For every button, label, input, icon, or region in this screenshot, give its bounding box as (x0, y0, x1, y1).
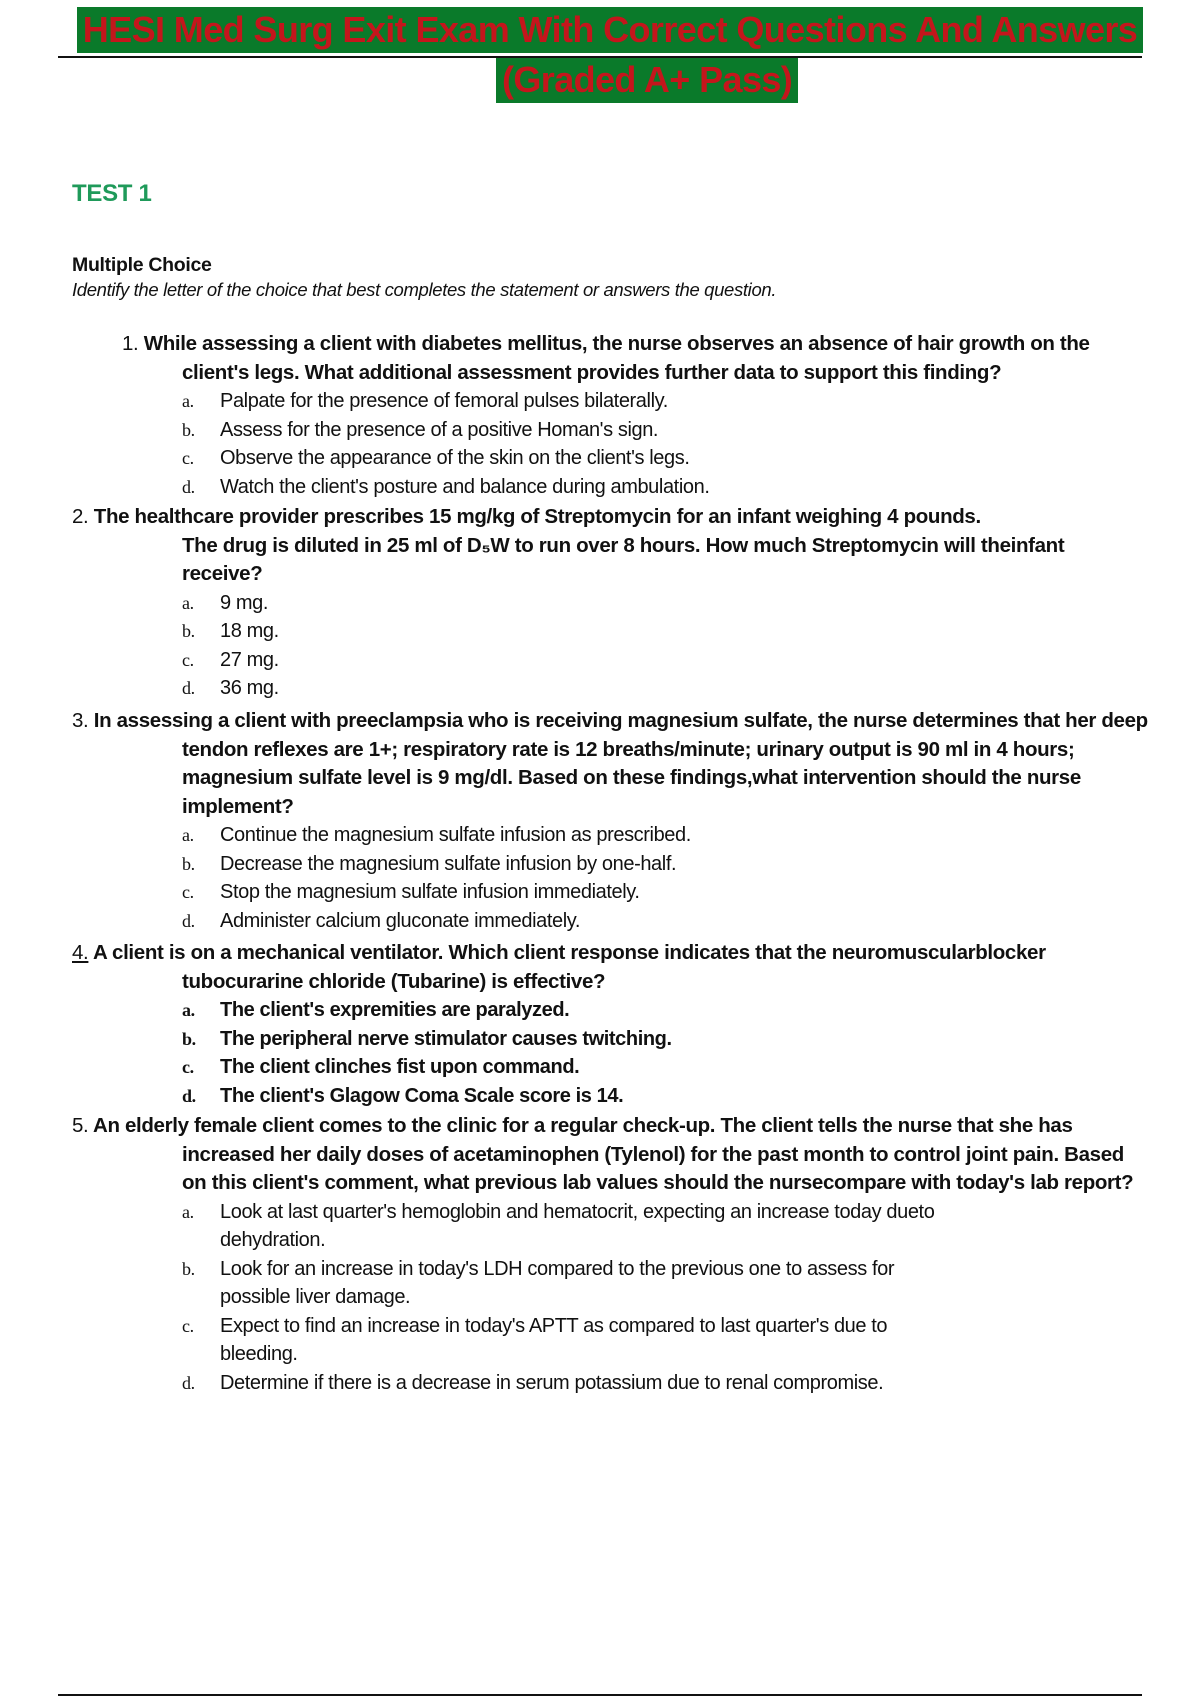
option-c[interactable] (72, 1312, 1133, 1369)
question-text-continued: on this client's comment, what previous lab values should the nursecompare with today's lab report? (182, 1171, 1134, 1194)
option-b[interactable] (72, 850, 1148, 879)
option-d[interactable] (72, 907, 1148, 936)
section-heading: Multiple Choice (72, 254, 212, 276)
options-list (72, 387, 1090, 501)
option-text: Assess for the presence of a positive Homan's sign. (220, 418, 659, 441)
question-2 (72, 503, 1064, 703)
question-text-continued: receive? (182, 562, 263, 585)
option-letter: d. (182, 910, 195, 931)
option-c[interactable] (72, 878, 1148, 907)
option-letter: b. (182, 853, 195, 874)
option-letter: a. (182, 825, 194, 845)
option-letter: c. (182, 448, 194, 468)
option-text: Palpate for the presence of femoral pulses bilaterally. (220, 390, 668, 412)
option-text-continued: bleeding. (220, 1343, 298, 1365)
option-text: 36 mg. (220, 677, 279, 699)
option-letter: d. (182, 476, 195, 497)
option-text: Watch the client's posture and balance during ambulation. (220, 475, 710, 498)
option-d[interactable] (72, 674, 1064, 703)
option-text: Look at last quarter's hemoglobin and hematocrit, expecting an increase today dueto (220, 1200, 935, 1223)
option-letter: b. (182, 419, 195, 440)
option-letter: b. (182, 1028, 196, 1049)
option-a[interactable] (72, 1198, 1133, 1255)
option-letter: d. (182, 678, 195, 698)
question-text: In assessing a client with preeclampsia who is receiving magnesium sulfate, the nurse determines that her deep (93, 709, 1148, 732)
question-number: 1. (122, 332, 139, 355)
footer-divider (58, 1694, 1142, 1696)
option-text: Continue the magnesium sulfate infusion as prescribed. (220, 824, 691, 846)
title-line-1 (74, 7, 1146, 53)
option-text: Look for an increase in today's LDH compared to the previous one to assess for (220, 1257, 895, 1280)
header-divider (58, 56, 1142, 58)
option-b[interactable] (72, 1025, 1046, 1054)
option-letter: a. (182, 1201, 194, 1222)
document-title (58, 5, 1142, 101)
option-c[interactable] (72, 646, 1064, 675)
option-text: Decrease the magnesium sulfate infusion by one-half. (220, 852, 677, 875)
title-line-1-text: HESI Med Surg Exit Exam With Correct Questions And Answers (77, 7, 1143, 53)
options-list (72, 996, 1046, 1110)
question-number: 4. (72, 941, 89, 964)
option-a[interactable] (72, 821, 1148, 850)
option-letter: a. (182, 1000, 195, 1020)
option-letter: c. (182, 649, 194, 670)
question-text: While assessing a client with diabetes mellitus, the nurse observes an absence of hair growth on the (143, 332, 1090, 355)
option-d[interactable] (72, 473, 1090, 502)
test-label: TEST 1 (72, 180, 152, 207)
option-letter: d. (182, 1085, 196, 1106)
option-b[interactable] (72, 1255, 1133, 1312)
option-letter: c. (182, 1057, 194, 1077)
option-text: Administer calcium gluconate immediately. (220, 909, 581, 932)
question-text: A client is on a mechanical ventilator. Which client response indicates that the neuromuscularblocker (93, 941, 1046, 964)
option-text: The client clinches fist upon command. (220, 1056, 580, 1078)
option-letter: c. (182, 1315, 194, 1336)
option-letter: a. (182, 592, 194, 613)
question-number: 5. (72, 1114, 89, 1137)
option-letter: a. (182, 391, 194, 411)
option-c[interactable] (72, 444, 1090, 473)
option-text-continued: possible liver damage. (220, 1286, 411, 1308)
question-5 (72, 1112, 1133, 1397)
option-c[interactable] (72, 1053, 1046, 1082)
option-letter: b. (182, 1258, 195, 1279)
option-text: Observe the appearance of the skin on the client's legs. (220, 447, 690, 469)
option-text: 9 mg. (220, 591, 269, 614)
question-text-continued: implement? (182, 794, 294, 818)
option-a[interactable] (72, 387, 1090, 416)
question-text-continued: client's legs. What additional assessment provides further data to support this finding? (182, 360, 1002, 384)
question-4 (72, 939, 1046, 1110)
option-d[interactable] (72, 1082, 1046, 1111)
option-text: The client's expremities are paralyzed. (220, 999, 570, 1021)
question-text-continued: tendon reflexes are 1+; respiratory rate is 12 breaths/minute; urinary output is 90 ml in 4 hours; (182, 737, 1075, 761)
option-letter: c. (182, 882, 194, 902)
option-letter: d. (182, 1372, 195, 1393)
options-list (72, 1198, 1133, 1398)
options-list (72, 589, 1064, 703)
option-a[interactable] (72, 996, 1046, 1025)
option-text: 18 mg. (220, 620, 279, 642)
option-letter: b. (182, 621, 195, 641)
question-text-continued: The drug is diluted in 25 ml of D₅W to run over 8 hours. How much Streptomycin will theinfant (182, 533, 1065, 557)
option-text: Determine if there is a decrease in serum potassium due to renal compromise. (220, 1371, 884, 1394)
options-list (72, 821, 1148, 935)
question-text-continued: tubocurarine chloride (Tubarine) is effective? (182, 969, 606, 993)
option-text: Stop the magnesium sulfate infusion immediately. (220, 881, 640, 903)
option-text: 27 mg. (220, 648, 279, 671)
option-d[interactable] (72, 1369, 1133, 1398)
question-3 (72, 707, 1148, 935)
option-text: The client's Glagow Coma Scale score is 14. (220, 1084, 624, 1107)
question-1 (122, 330, 1090, 501)
title-line-2 (496, 57, 798, 103)
option-b[interactable] (72, 617, 1064, 646)
option-b[interactable] (72, 416, 1090, 445)
question-number: 3. (72, 709, 89, 732)
option-text: Expect to find an increase in today's APTT as compared to last quarter's due to (220, 1314, 888, 1337)
question-text: The healthcare provider prescribes 15 mg/kg of Streptomycin for an infant weighing 4 pounds. (93, 505, 981, 528)
section-instructions: Identify the letter of the choice that best completes the statement or answers the question. (72, 279, 777, 300)
question-number: 2. (72, 505, 89, 528)
option-text: The peripheral nerve stimulator causes twitching. (220, 1027, 672, 1050)
option-text-continued: dehydration. (220, 1229, 326, 1251)
title-line-2-text: (Graded A+ Pass) (496, 57, 798, 103)
option-a[interactable] (72, 589, 1064, 618)
question-text-continued: magnesium sulfate level is 9 mg/dl. Based on these findings,what intervention should the nurse (182, 766, 1081, 789)
question-text: An elderly female client comes to the clinic for a regular check-up. The client tells the nurse that she has (93, 1114, 1073, 1137)
question-text-continued: increased her daily doses of acetaminophen (Tylenol) for the past month to control joint pain. Based (182, 1142, 1124, 1166)
